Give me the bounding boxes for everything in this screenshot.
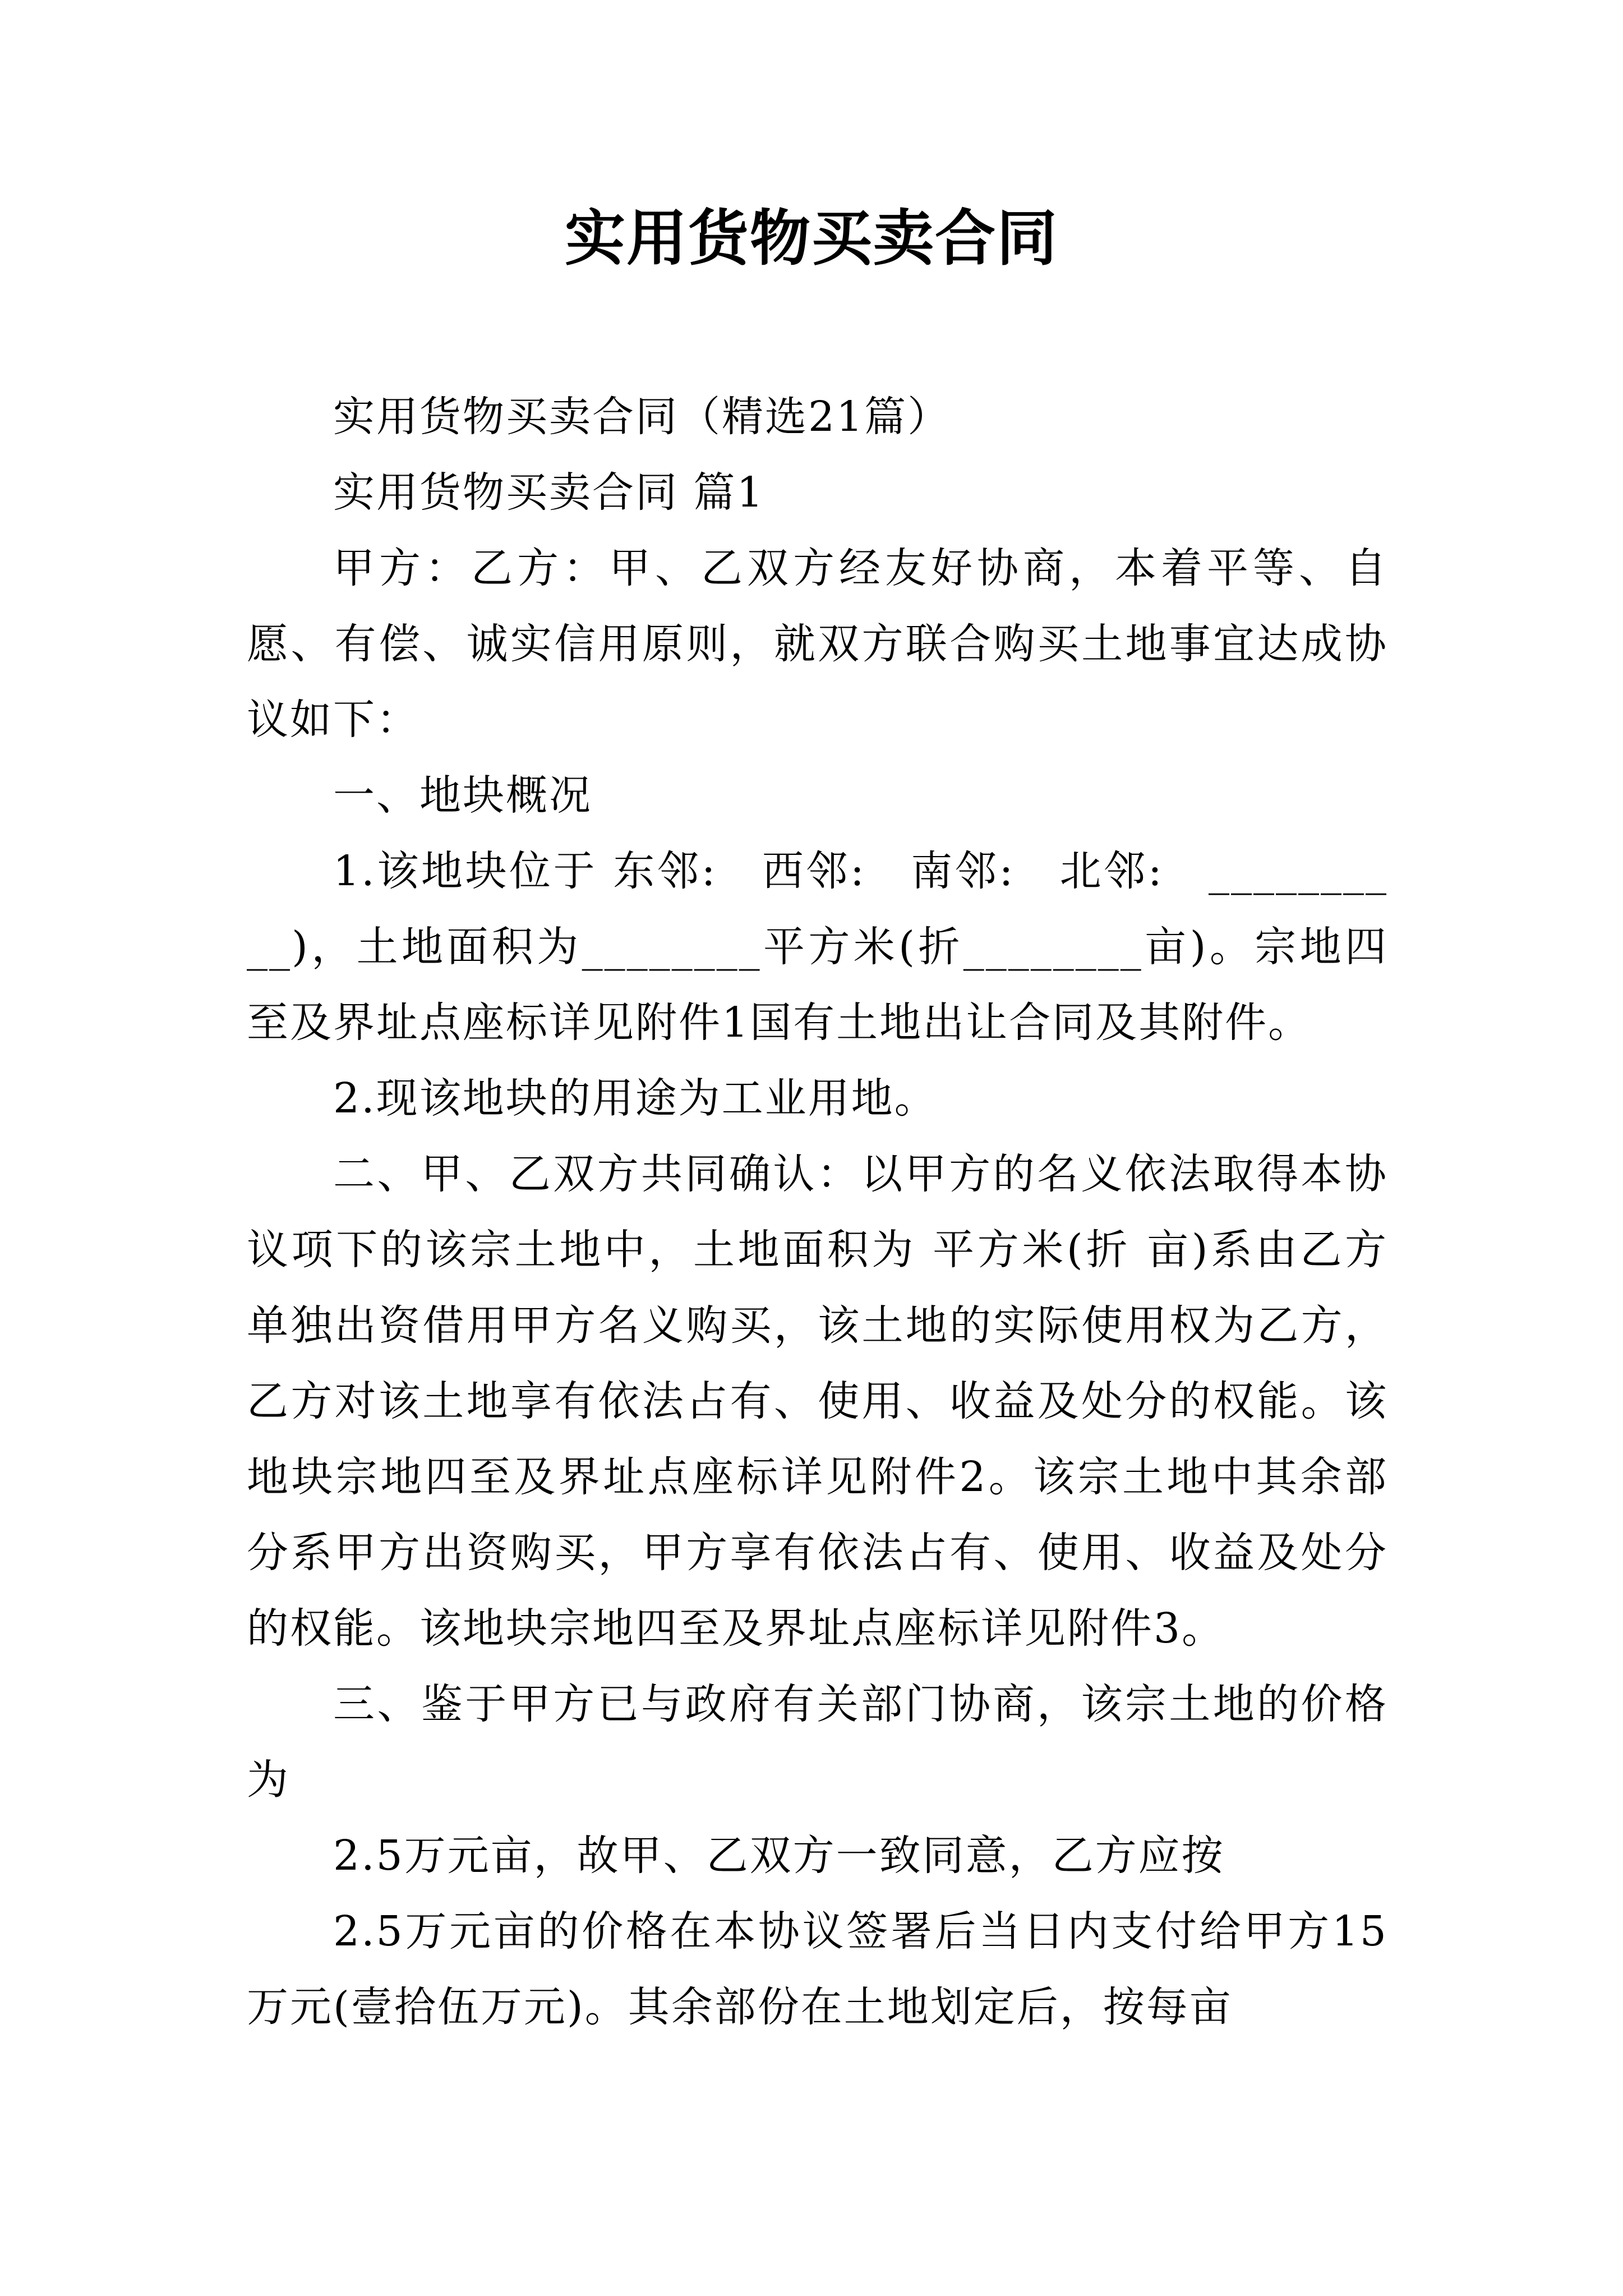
paragraph-parties: 甲方：乙方：甲、乙双方经友好协商，本着平等、自愿、有偿、诚实信用原则，就双方联合购买土地事宜达成协议如下：	[247, 544, 1388, 744]
document-body	[247, 379, 1388, 2045]
document-title: 实用货物买卖合同	[564, 203, 1058, 274]
paragraph-clause-3-price: 2.5万元亩，故甲、乙双方一致同意，乙方应按	[333, 1832, 1225, 1880]
paragraph-section-heading: 实用货物买卖合同 篇1	[333, 468, 765, 517]
paragraph-clause-1-2: 2.现该地块的用途为工业用地。	[333, 1074, 938, 1122]
paragraph-clause-1-heading: 一、地块概况	[333, 771, 592, 820]
paragraph-clause-3-payment: 2.5万元亩的价格在本协议签署后当日内支付给甲方15万元(壹拾伍万元)。其余部份在土地划定后，按每亩	[247, 1907, 1388, 2031]
paragraph-clause-2: 二、甲、乙双方共同确认：以甲方的名义依法取得本协议项下的该宗土地中，土地面积为 平方米(折 亩)系由乙方单独出资借用甲方名义购买，该土地的实际使用权为乙方，乙方对该土地享有依法占有、使用、收益及处分的权能。该地块宗地四至及界址点座标详见附件2。该宗土地中其余部分系甲方出资购买，甲方享有依法占有、使用、收益及处分的权能。该地块宗地四至及界址点座标详见附件3。	[247, 1150, 1388, 1653]
paragraph-subtitle: 实用货物买卖合同（精选21篇）	[333, 393, 951, 441]
paragraph-clause-3: 三、鉴于甲方已与政府有关部门协商，该宗土地的价格为	[247, 1680, 1388, 1804]
paragraph-clause-1-1: 1.该地块位于 东邻: 西邻: 南邻: 北邻: __________)，土地面积为________平方米(折________亩)。宗地四至及界址点座标详见附件1国有土地出让合同及其附件。	[247, 847, 1388, 1047]
